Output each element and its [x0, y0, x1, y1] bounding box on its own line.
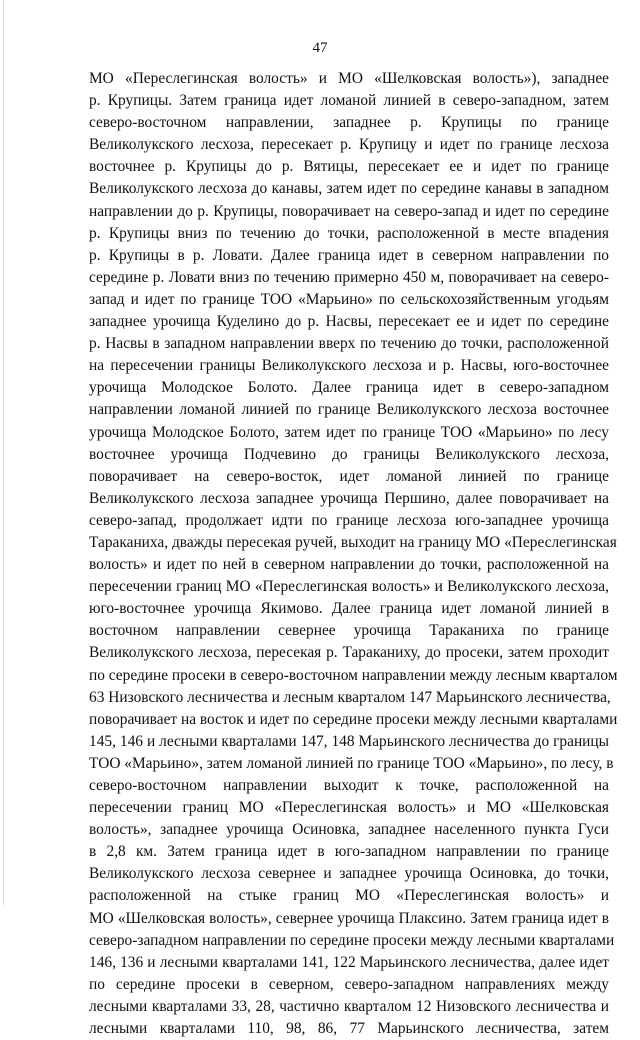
text-line: середине р. Ловати вниз по течению примерно 450 м, поворачивает на северо- — [89, 268, 609, 286]
text-line: направлении ломаной линией по границе Великолукского лесхоза восточнее — [89, 401, 609, 419]
text-line: урочища Молодское Болото, затем идет по границе ТОО «Марьино» по лесу — [89, 423, 609, 441]
text-line: лесными кварталами 110, 98, 86, 77 Марьинского лесничества, затем — [89, 1020, 609, 1038]
text-line: 63 Низовского лесничества и лесным кварталом 147 Марьинского лесничества, — [89, 688, 611, 706]
text-line: р. Крупицы в р. Ловати. Далее граница идет в северном направлении по — [89, 246, 609, 264]
text-line: северо-запад, продолжает идти по границе лесхоза юго-западнее урочища — [89, 511, 609, 529]
text-line: волость» и идет по ней в северном направлении до точки, расположенной на — [89, 556, 609, 574]
text-line: западнее урочища Куделино до р. Насвы, пересекает ее и идет по середине — [89, 313, 609, 331]
text-line: запад и идет по границе ТОО «Марьино» по сельскохозяйственным угодьям — [89, 290, 609, 308]
text-line: по середине просеки в северо-восточном направлении между лесным кварталом — [89, 666, 618, 684]
text-line: Тараканиха, дважды пересекая ручей, выходит на границу МО «Переслегинская — [89, 533, 617, 551]
text-line: поворачивает на северо-восток, идет ломаной линией по границе — [89, 467, 609, 485]
text-line: Великолукского лесхоза, пересекает р. Крупицу и идет по границе лесхоза — [89, 136, 609, 154]
text-line: Великолукского лесхоза западнее урочища Першино, далее поворачивает на — [89, 489, 609, 507]
text-line: направлении до р. Крупицы, поворачивает на северо-запад и идет по середине — [89, 202, 609, 220]
text-line: северо-восточном направлении, западнее р. Крупицы по границе — [89, 114, 609, 132]
text-line: юго-восточнее урочища Якимово. Далее граница идет ломаной линией в — [89, 600, 609, 618]
text-line: восточнее р. Крупицы до р. Вятицы, пересекает ее и идет по границе — [89, 158, 609, 176]
text-line: р. Насвы в западном направлении вверх по течению до точки, расположенной — [89, 335, 609, 353]
text-line: Великолукского лесхоза до канавы, затем идет по середине канавы в западном — [89, 180, 609, 198]
text-line: урочища Молодское Болото. Далее граница идет в северо-западном — [89, 379, 609, 397]
text-line: пересечении границ МО «Переслегинская волость» и Великолукского лесхоза, — [89, 578, 609, 596]
text-line: 146, 136 и лесными кварталами 141, 122 Марьинского лесничества, далее идет — [89, 953, 609, 971]
text-line: лесными кварталами 33, 28, частично кварталом 12 Низовского лесничества и — [89, 997, 609, 1015]
text-line: поворачивает на восток и идет по середине просеки между лесными кварталами — [89, 710, 618, 728]
text-line: восточнее урочища Подчевино до границы Великолукского лесхоза, — [89, 445, 609, 463]
text-line: волость», западнее урочища Осиновка, западнее населенного пункта Гуси — [89, 821, 609, 839]
text-line: р. Крупицы вниз по течению до точки, расположенной в месте впадения — [89, 224, 609, 242]
text-line: на пересечении границы Великолукского лесхоза и р. Насвы, юго-восточнее — [89, 357, 609, 375]
text-line: ТОО «Марьино», затем ломаной линией по границе ТОО «Марьино», по лесу, в — [89, 754, 614, 772]
text-line: пересечении границ МО «Переслегинская волость» и МО «Шелковская — [89, 799, 609, 817]
page-edge-line — [3, 0, 4, 905]
text-line: МО «Переслегинская волость» и МО «Шелковская волость»), западнее — [89, 70, 609, 87]
text-line: в 2,8 км. Затем граница идет в юго-западном направлении по границе — [89, 843, 609, 861]
text-line: 145, 146 и лесными кварталами 147, 148 Марьинского лесничества до границы — [89, 732, 609, 750]
text-line: северо-западном направлении по середине просеки между лесными кварталами — [89, 931, 615, 949]
text-line: восточном направлении севернее урочища Тараканиха по границе — [89, 622, 609, 640]
text-line: Великолукского лесхоза севернее и западнее урочища Осиновка, до точки, — [89, 865, 609, 883]
text-line: МО «Шелковская волость», севернее урочища Плаксино. Затем граница идет в — [89, 909, 609, 927]
text-line: Великолукского лесхоза, пересекая р. Тараканиху, до просеки, затем проходит — [89, 644, 609, 662]
body-text — [89, 68, 618, 1040]
text-line: р. Крупицы. Затем граница идет ломаной линией в северо-западном, затем — [89, 92, 609, 110]
text-line: северо-восточном направлении выходит к точке, расположенной на — [89, 777, 609, 794]
text-line: по середине просеки в северном, северо-западном направлениях между — [89, 975, 609, 993]
page-number: 47 — [312, 40, 328, 56]
text-line: расположенной на стыке границ МО «Переслегинская волость» и — [89, 887, 609, 905]
